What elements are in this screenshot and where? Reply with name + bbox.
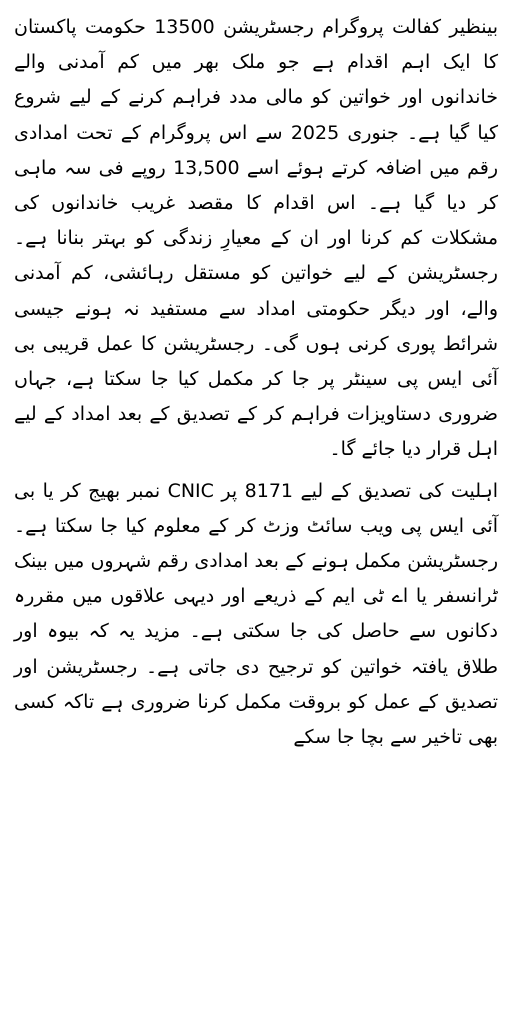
article-body bbox=[14, 10, 498, 755]
article-paragraph-eligibility: اہلیت کی تصدیق کے لیے 8171 پر CNIC نمبر بھیج کر یا بی آئی ایس پی ویب سائٹ وزٹ کر کے معلوم کیا جا سکتا ہے۔ رجسٹریشن مکمل ہونے کے بعد امدادی رقم شہروں میں بینک ٹرانسفر یا اے ٹی ایم کے ذریعے اور دیہی علاقوں میں مقررہ دکانوں سے حاصل کی جا سکتی ہے۔ مزید یہ کہ بیوہ اور طلاق یافتہ خواتین کو ترجیح دی جاتی ہے۔ رجسٹریشن اور تصدیق کے عمل کو بروقت مکمل کرنا ضروری ہے تاکہ کسی بھی تاخیر سے بچا جا سکے bbox=[14, 479, 498, 749]
article-paragraph-registration: بینظیر کفالت پروگرام رجسٹریشن 13500 حکومت پاکستان کا ایک اہم اقدام ہے جو ملک بھر میں کم آمدنی والے خاندانوں اور خواتین کو مالی مدد فراہم کرنے کے لیے شروع کیا گیا ہے۔ جنوری 2025 سے اس پروگرام کے تحت امدادی رقم میں اضافہ کرتے ہوئے اسے 13,500 روپے فی سہ ماہی کر دیا گیا ہے۔ اس اقدام کا مقصد غریب خاندانوں کی مشکلات کم کرنا اور ان کے معیارِ زندگی کو بہتر بنانا ہے۔ رجسٹریشن کے لیے خواتین کو مستقل رہائشی، کم آمدنی والے، اور دیگر حکومتی امداد سے مستفید نہ ہونے جیسی شرائط پوری کرنی ہوں گی۔ رجسٹریشن کا عمل قریبی بی آئی ایس پی سینٹر پر جا کر مکمل کیا جا سکتا ہے، جہاں ضروری دستاویزات فراہم کر کے تصدیق کے بعد امداد کے لیے اہل قرار دیا جائے گا۔ bbox=[14, 16, 498, 461]
